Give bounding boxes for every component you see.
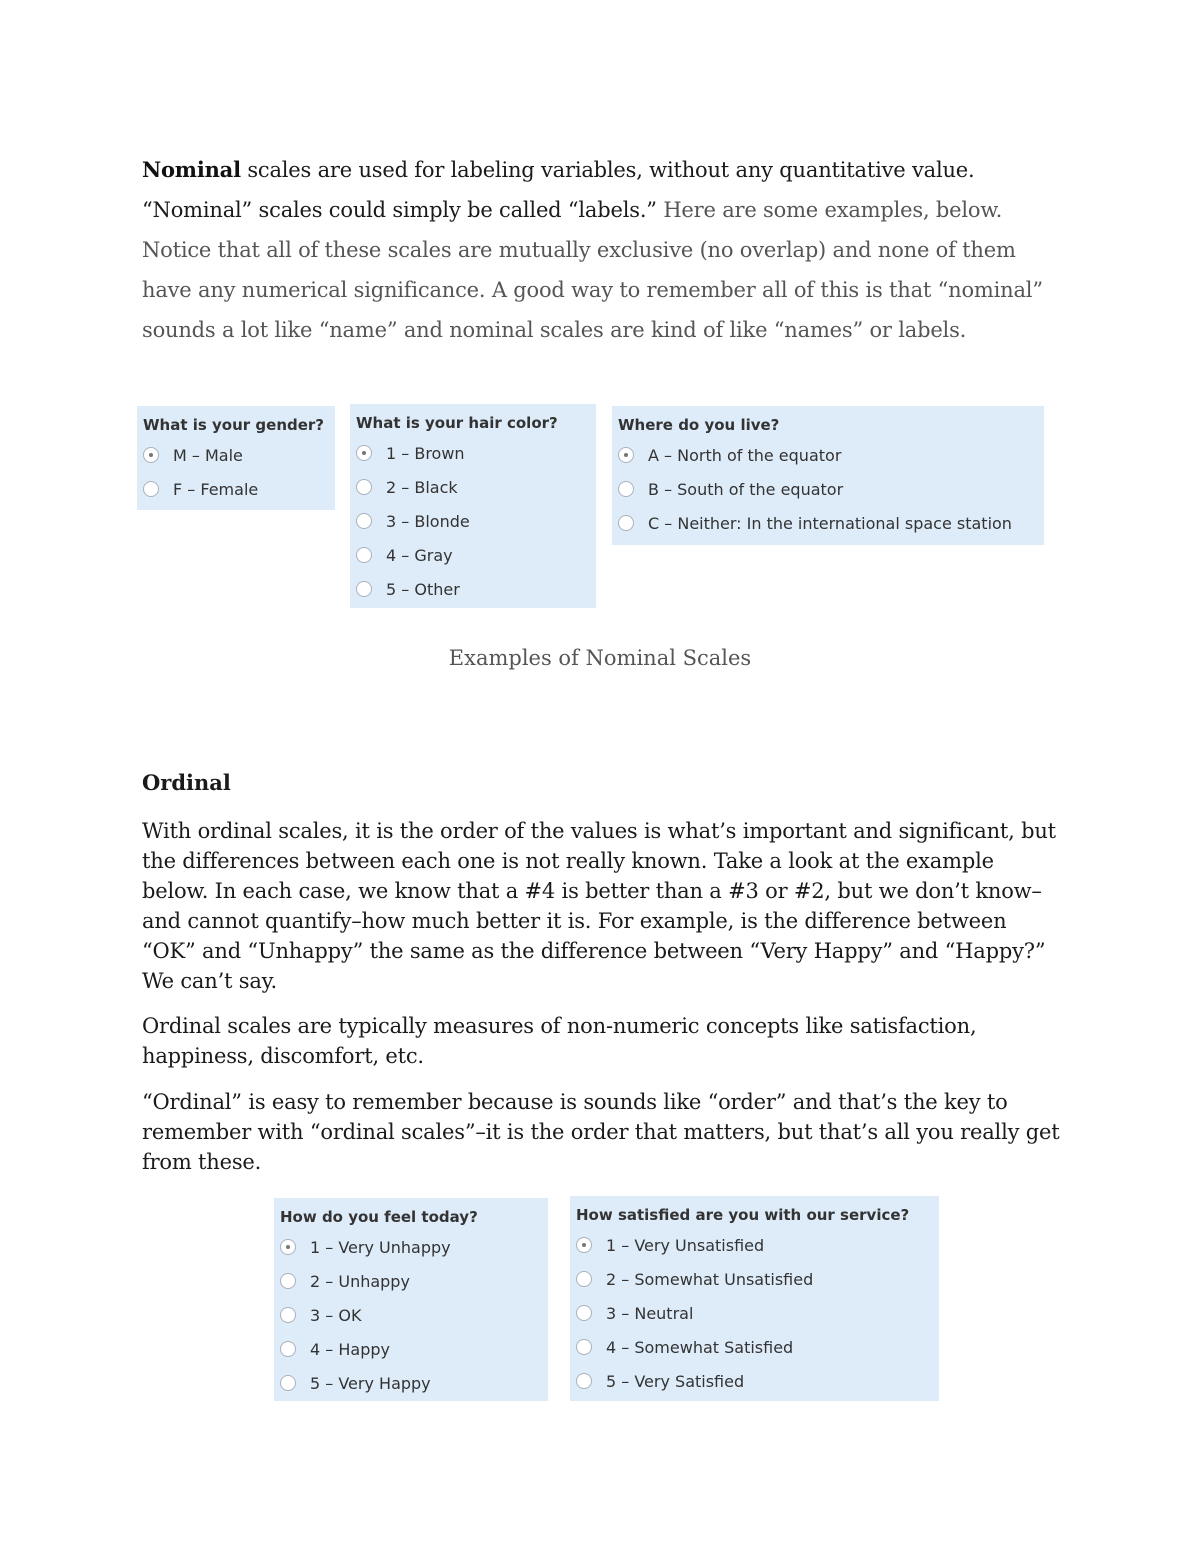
- radio-icon[interactable]: [280, 1239, 296, 1255]
- option-label: A – North of the equator: [648, 445, 842, 465]
- radio-icon[interactable]: [618, 481, 634, 497]
- ordinal-paragraph-3: “Ordinal” is easy to remember because is sounds like “order” and that’s the key to remember with “ordinal scales”–it is the order that matters, but that’s all you really get from these.: [142, 1090, 1060, 1174]
- location-option[interactable]: [618, 438, 1038, 472]
- gender-option[interactable]: [143, 472, 329, 506]
- option-label: 3 – Blonde: [386, 511, 470, 531]
- radio-icon[interactable]: [576, 1305, 592, 1321]
- radio-icon[interactable]: [356, 547, 372, 563]
- location-option[interactable]: [618, 472, 1038, 506]
- ordinal-heading: Ordinal: [142, 770, 231, 795]
- gender-question-box: [137, 406, 335, 510]
- radio-icon[interactable]: [576, 1237, 592, 1253]
- feeling-question-box: [274, 1198, 548, 1401]
- feeling-option[interactable]: [280, 1366, 542, 1400]
- nominal-term: Nominal: [142, 157, 241, 182]
- satisfaction-option[interactable]: [576, 1364, 933, 1398]
- nominal-paragraph: [142, 150, 1062, 350]
- option-label: 5 – Very Satisfied: [606, 1371, 745, 1391]
- radio-icon[interactable]: [280, 1307, 296, 1323]
- option-label: 5 – Other: [386, 579, 460, 599]
- feeling-option[interactable]: [280, 1230, 542, 1264]
- hair-color-option[interactable]: [356, 436, 590, 470]
- option-label: 3 – OK: [310, 1305, 362, 1325]
- radio-icon[interactable]: [618, 515, 634, 531]
- hair-color-option[interactable]: [356, 504, 590, 538]
- radio-icon[interactable]: [576, 1271, 592, 1287]
- feeling-question: How do you feel today?: [280, 1208, 478, 1226]
- satisfaction-option[interactable]: [576, 1330, 933, 1364]
- nominal-caption: Examples of Nominal Scales: [448, 646, 752, 670]
- option-label: F – Female: [173, 479, 259, 499]
- ordinal-paragraph-1: With ordinal scales, it is the order of the values is what’s important and significant, but the differences between each one is not really known. Take a look at the example below. In each case, we know that a #4 is better than a #3 or #2, but we don’t know–and cannot quantify–how much better it is. For example, is the difference between “OK” and “Unhappy” the same as the difference between “Very Happy” and “Happy?” We can’t say.: [142, 819, 1056, 993]
- option-label: 3 – Neutral: [606, 1303, 694, 1323]
- nominal-text-1: scales are used for labeling variables, without any quantitative value. “Nominal” scales could simply be called “labels.”: [142, 158, 975, 222]
- radio-icon[interactable]: [143, 481, 159, 497]
- radio-icon[interactable]: [356, 581, 372, 597]
- option-label: 1 – Very Unsatisfied: [606, 1235, 765, 1255]
- option-label: 2 – Unhappy: [310, 1271, 410, 1291]
- option-label: M – Male: [173, 445, 243, 465]
- location-question: Where do you live?: [618, 416, 780, 434]
- satisfaction-question: How satisfied are you with our service?: [576, 1206, 910, 1224]
- option-label: B – South of the equator: [648, 479, 844, 499]
- option-label: 2 – Black: [386, 477, 458, 497]
- ordinal-paragraph-2: Ordinal scales are typically measures of non-numeric concepts like satisfaction, happiness, discomfort, etc.: [142, 1014, 977, 1068]
- radio-icon[interactable]: [356, 445, 372, 461]
- option-label: 4 – Gray: [386, 545, 453, 565]
- radio-icon[interactable]: [576, 1373, 592, 1389]
- radio-icon[interactable]: [618, 447, 634, 463]
- hair-color-option[interactable]: [356, 572, 590, 606]
- radio-icon[interactable]: [280, 1375, 296, 1391]
- location-question-box: [612, 406, 1044, 545]
- option-label: 4 – Happy: [310, 1339, 390, 1359]
- gender-option[interactable]: [143, 438, 329, 472]
- satisfaction-option[interactable]: [576, 1228, 933, 1262]
- feeling-option[interactable]: [280, 1298, 542, 1332]
- hair-color-option[interactable]: [356, 538, 590, 572]
- radio-icon[interactable]: [576, 1339, 592, 1355]
- option-label: 2 – Somewhat Unsatisfied: [606, 1269, 814, 1289]
- option-label: 5 – Very Happy: [310, 1373, 431, 1393]
- satisfaction-option[interactable]: [576, 1296, 933, 1330]
- hair-color-question-box: [350, 404, 596, 608]
- satisfaction-question-box: [570, 1196, 939, 1401]
- gender-question: What is your gender?: [143, 416, 325, 434]
- option-label: 1 – Brown: [386, 443, 465, 463]
- hair-color-question: What is your hair color?: [356, 414, 558, 432]
- hair-color-option[interactable]: [356, 470, 590, 504]
- radio-icon[interactable]: [143, 447, 159, 463]
- feeling-option[interactable]: [280, 1332, 542, 1366]
- location-option[interactable]: [618, 506, 1038, 540]
- satisfaction-option[interactable]: [576, 1262, 933, 1296]
- option-label: C – Neither: In the international space station: [648, 513, 1012, 533]
- radio-icon[interactable]: [356, 513, 372, 529]
- option-label: 1 – Very Unhappy: [310, 1237, 451, 1257]
- feeling-option[interactable]: [280, 1264, 542, 1298]
- radio-icon[interactable]: [356, 479, 372, 495]
- radio-icon[interactable]: [280, 1341, 296, 1357]
- nominal-text-2: Here are some examples, below. Notice that all of these scales are mutually exclusive (no overlap) and none of them have any numerical significance. A good way to remember all of this is that “nominal” sounds a lot like “name” and nominal scales are kind of like “names” or labels.: [142, 198, 1043, 342]
- option-label: 4 – Somewhat Satisfied: [606, 1337, 794, 1357]
- radio-icon[interactable]: [280, 1273, 296, 1289]
